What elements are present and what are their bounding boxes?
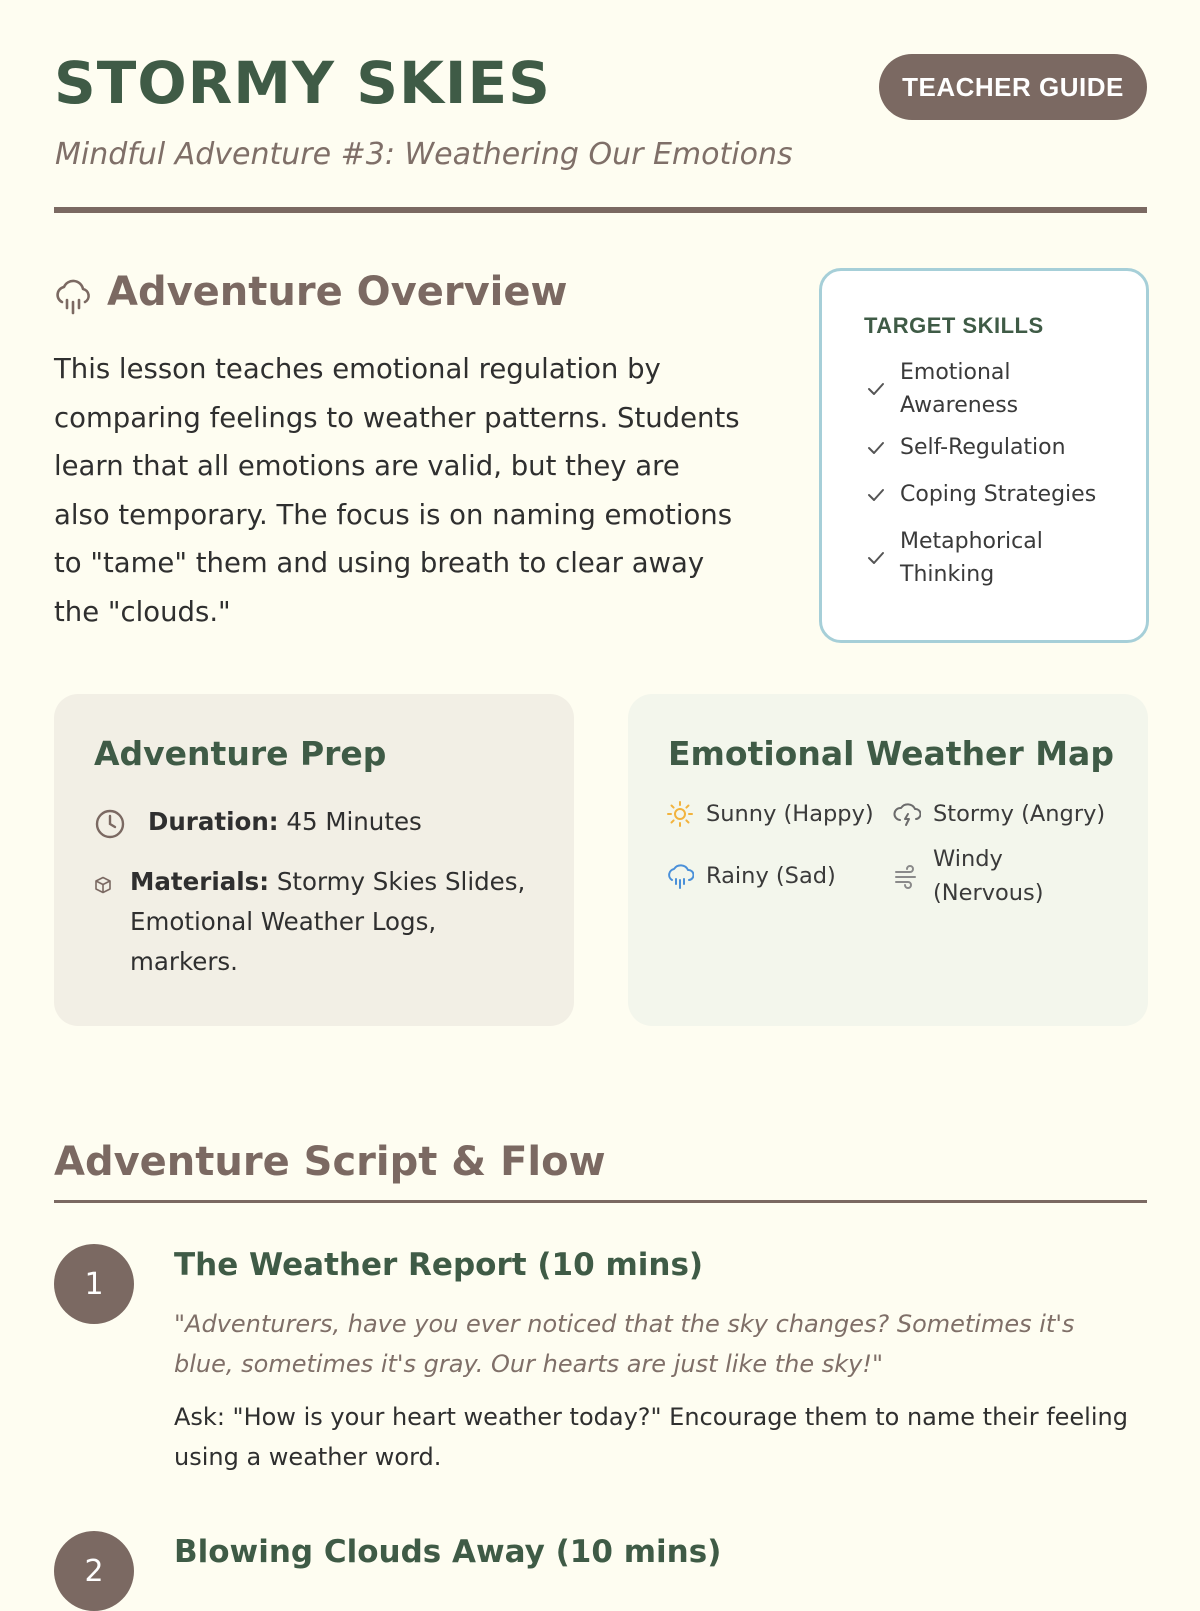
weather-map-card: [628, 694, 1148, 1026]
weather-item-stormy: [893, 797, 1105, 831]
materials-value: Stormy Skies Slides, Emotional Weather Logs, markers.: [130, 867, 526, 976]
rain-cloud-icon: [54, 278, 92, 316]
check-icon: [864, 377, 888, 401]
weather-label: Stormy (Angry): [933, 801, 1106, 827]
step-title: Blowing Clouds Away (10 mins): [174, 1534, 722, 1570]
script-divider: [54, 1200, 1147, 1203]
step-title: The Weather Report (10 mins): [174, 1247, 704, 1283]
materials-text: [130, 862, 530, 982]
overview-text: This lesson teaches emotional regulation by comparing feelings to weather patterns. Students learn that all emotions are valid, but they are also temporary. The focus is on naming emotions to "tame" them and using breath to clear away the "clouds.": [54, 353, 740, 628]
materials-label: Materials:: [130, 867, 270, 896]
storm-cloud-icon: [893, 800, 921, 828]
step-instruction: Ask: "How is your heart weather today?" Encourage them to name their feeling using a weather word.: [174, 1403, 1128, 1471]
skill-label: Metaphorical Thinking: [900, 529, 1043, 587]
duration-row: [94, 802, 422, 842]
skill-label: Emotional Awareness: [900, 360, 1019, 418]
skill-item: [864, 356, 1124, 422]
weather-map-heading: Emotional Weather Map: [668, 734, 1114, 773]
skill-label: Coping Strategies: [900, 482, 1097, 507]
script-heading: Adventure Script & Flow: [54, 1139, 606, 1185]
page-title: STORMY SKIES: [54, 49, 551, 117]
skill-label: Self-Regulation: [900, 435, 1066, 460]
check-icon: [864, 436, 888, 460]
skill-item: [864, 478, 1124, 511]
header-divider: [54, 207, 1147, 213]
weather-label: Rainy (Sad): [706, 863, 836, 889]
step-number-badge: 1: [54, 1244, 134, 1324]
weather-label: Sunny (Happy): [706, 801, 874, 827]
check-icon: [864, 483, 888, 507]
materials-row: [94, 862, 530, 982]
duration-text: [148, 802, 422, 842]
box-icon: [94, 876, 112, 894]
teacher-guide-button[interactable]: TEACHER GUIDE: [879, 54, 1147, 120]
duration-label: Duration:: [148, 807, 279, 836]
target-skills-title: TARGET SKILLS: [864, 313, 1044, 338]
skill-item: [864, 431, 1124, 464]
overview-heading: Adventure Overview: [107, 269, 568, 315]
skill-item: [864, 525, 1124, 591]
wind-icon: [893, 862, 921, 890]
rain-cloud-icon: [666, 862, 694, 890]
step-number-badge: 2: [54, 1531, 134, 1611]
target-skills-card: [819, 268, 1149, 643]
duration-value: 45 Minutes: [286, 807, 422, 836]
weather-item-rainy: [666, 859, 836, 893]
step-quote: "Adventurers, have you ever noticed that the sky changes? Sometimes it's blue, sometimes it's gray. Our hearts are just like the sky!": [174, 1310, 1075, 1378]
weather-item-windy: [893, 842, 1053, 910]
adventure-prep-card: [54, 694, 574, 1026]
check-icon: [864, 546, 888, 570]
page-subtitle: Mindful Adventure #3: Weathering Our Emotions: [55, 137, 793, 172]
prep-heading: Adventure Prep: [94, 734, 387, 773]
weather-label: Windy (Nervous): [933, 846, 1044, 906]
clock-icon: [94, 808, 126, 840]
sun-icon: [666, 800, 694, 828]
weather-item-sunny: [666, 797, 874, 831]
